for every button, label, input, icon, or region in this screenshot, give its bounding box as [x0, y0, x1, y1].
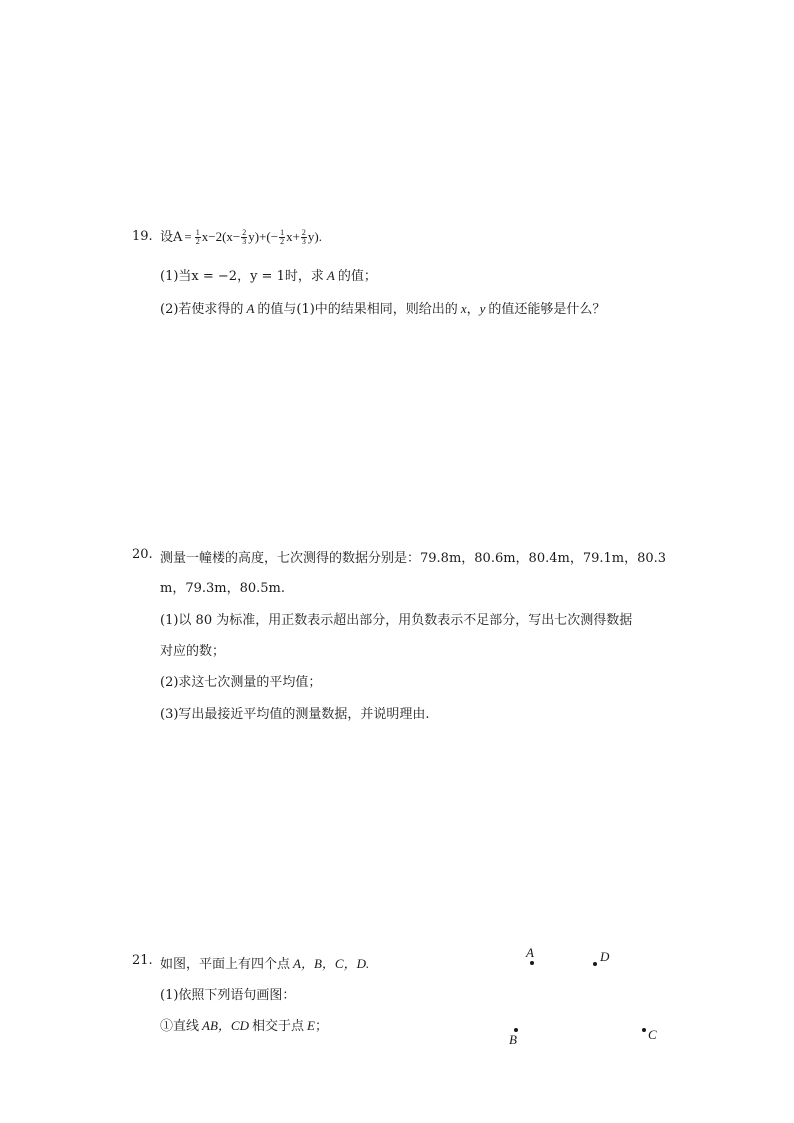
q19-formula-part2: y)+(− — [248, 229, 279, 244]
var-a: A — [246, 301, 255, 316]
point-label-b: B — [509, 1032, 517, 1047]
q19-intro: 设A — [160, 230, 183, 245]
fraction-one-half-2: $\frac{1}{2}$ — [280, 228, 285, 246]
point-label-a: A — [526, 945, 534, 960]
q20-sub2: (2)求这七次测量的平均值； — [160, 675, 322, 690]
q19-formula-part3: x+ — [286, 229, 300, 244]
var-x: x — [460, 301, 467, 316]
q19-formula-part4: y). — [307, 229, 322, 244]
var-y: y — [479, 301, 486, 316]
q19-number: 19. — [132, 229, 153, 244]
point-d — [593, 962, 597, 966]
fraction-two-thirds: $\frac{2}{3}$ — [242, 228, 247, 246]
var-a: A — [326, 268, 335, 283]
q19-formula-part1: x−2(x− — [201, 229, 241, 244]
q19-sub1: (1)当x = −2，y = 1时，求 A 的值； — [160, 268, 377, 284]
point-a — [530, 961, 534, 965]
q21-item1: ①直线 AB，CD 相交于点 E； — [160, 1018, 328, 1034]
point-c — [642, 1028, 646, 1032]
q20-sub1-line1: (1)以 80 为标准，用正数表示超出部分，用负数表示不足部分，写出七次测得数据 — [160, 613, 633, 628]
q20-line1: 测量一幢楼的高度，七次测得的数据分别是：79.8m，80.6m，80.4m，79.1m，80.3 — [160, 551, 667, 566]
q20-sub3: (3)写出最接近平均值的测量数据，并说明理由. — [160, 707, 430, 722]
q21-statement: 如图，平面上有四个点 A，B，C，D. — [160, 956, 370, 972]
q19-sub2: (2)若使求得的 A 的值与(1)中的结果相同，则给出的 x，y 的值还能够是什么？ — [160, 301, 606, 317]
q19-eq: = — [184, 229, 192, 244]
q21-sub1: (1)依照下列语句画图： — [160, 988, 296, 1003]
fraction-one-half: $\frac{1}{2}$ — [195, 228, 200, 246]
fraction-two-thirds-2: $\frac{2}{3}$ — [301, 228, 306, 246]
q20-line2: m，79.3m，80.5m. — [160, 581, 286, 596]
q19-statement — [160, 226, 322, 246]
q21-points: A，B，C，D. — [293, 956, 370, 971]
q21-number: 21. — [132, 953, 153, 968]
point-label-c: C — [648, 1027, 657, 1042]
point-label-d: D — [600, 949, 610, 964]
q20-sub1-line2: 对应的数； — [160, 644, 226, 659]
q20-number: 20. — [132, 547, 153, 562]
